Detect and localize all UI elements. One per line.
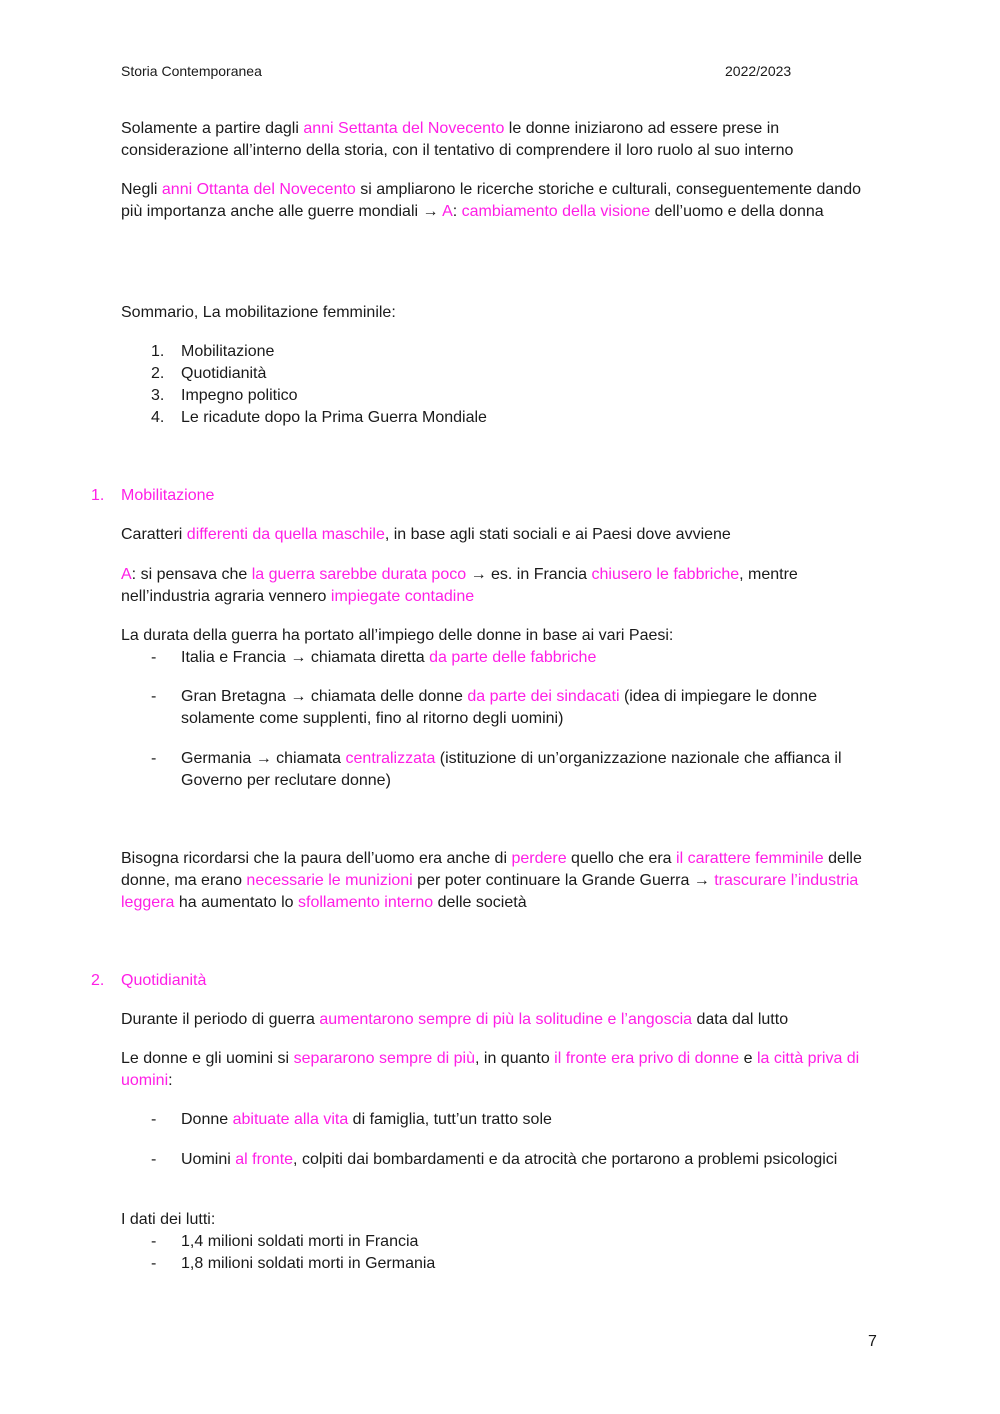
- section2-paragraph-3: I dati dei lutti:: [121, 1211, 216, 1228]
- summary-item: 2. Quotidianità: [151, 365, 267, 382]
- section1-paragraph-4: Bisogna ricordarsi che la paura dell’uomo era anche di perdere quello che era il carattere femminile delle donne, ma erano necessarie le munizioni per poter continuare la Grande Guerra → trascurare l’industria leggera ha aumentato lo sfollamento interno delle società: [121, 850, 862, 911]
- section1-paragraph-3: La durata della guerra ha portato all’impiego delle donne in base ai vari Paesi:: [121, 627, 674, 644]
- section2-paragraph-1: Durante il periodo di guerra aumentarono sempre di più la solitudine e l’angoscia data dal lutto: [121, 1011, 789, 1028]
- intro-paragraph-2: Negli anni Ottanta del Novecento si ampliarono le ricerche storiche e culturali, conseguentemente dando più importanza anche alle guerre mondiali → A: cambiamento della visione dell’uomo e della donna: [121, 181, 861, 220]
- intro-paragraph-1: Solamente a partire dagli anni Settanta del Novecento le donne iniziarono ad essere prese in considerazione all’interno della storia, con il tentativo di comprendere il loro ruolo al suo interno: [121, 120, 794, 159]
- summary-item: 3. Impegno politico: [151, 387, 298, 404]
- stat-item: - 1,4 milioni soldati morti in Francia: [151, 1233, 419, 1250]
- section1-paragraph-1: Caratteri differenti da quella maschile, in base agli stati sociali e ai Paesi dove avviene: [121, 526, 731, 543]
- list-item: - Uomini al fronte, colpiti dai bombardamenti e da atrocità che portarono a problemi psicologici: [151, 1151, 838, 1168]
- stat-item: - 1,8 milioni soldati morti in Germania: [151, 1255, 436, 1272]
- header-course-title: Storia Contemporanea: [121, 63, 262, 79]
- summary-title: Sommario, La mobilitazione femminile:: [121, 304, 396, 321]
- header-academic-year: 2022/2023: [725, 63, 792, 79]
- list-item: - Italia e Francia → chiamata diretta da parte delle fabbriche: [151, 649, 597, 666]
- section1-paragraph-2: A: si pensava che la guerra sarebbe durata poco → es. in Francia chiusero le fabbriche, mentre nell’industria agraria vennero impiegate contadine: [121, 566, 798, 605]
- section-heading-quotidianita: 2. Quotidianità: [91, 972, 207, 989]
- list-item: - Gran Bretagna → chiamata delle donne da parte dei sindacati (idea di impiegare le donne solamente come supplenti, fino al ritorno degli uomini): [151, 688, 817, 727]
- section-heading-mobilitazione: 1. Mobilitazione: [91, 487, 215, 504]
- summary-item: 1. Mobilitazione: [151, 343, 275, 360]
- page-number: 7: [868, 1333, 877, 1350]
- list-item: - Donne abituate alla vita di famiglia, tutt’un tratto sole: [151, 1111, 552, 1128]
- list-item: - Germania → chiamata centralizzata (istituzione di un’organizzazione nazionale che affianca il Governo per reclutare donne): [151, 750, 842, 789]
- section2-paragraph-2: Le donne e gli uomini si separarono sempre di più, in quanto il fronte era privo di donne e la città priva di uomini:: [121, 1050, 860, 1089]
- summary-item: 4. Le ricadute dopo la Prima Guerra Mondiale: [151, 409, 487, 426]
